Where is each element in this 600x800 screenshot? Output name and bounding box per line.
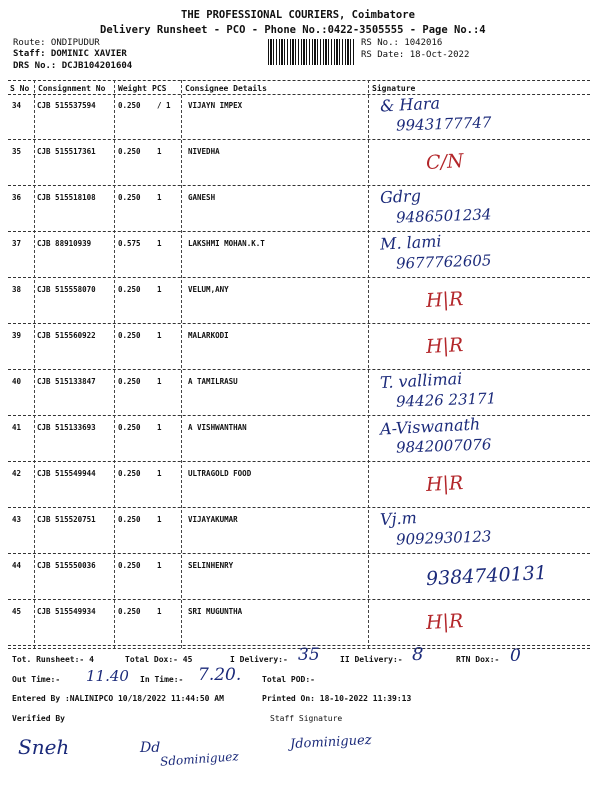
row-consignment-no: CJB 515558070 (37, 285, 96, 294)
row-rule (8, 461, 590, 462)
row-consignment-no: CJB 515537594 (37, 101, 96, 110)
table-row (8, 601, 590, 647)
rtn-label: RTN Dox:- (456, 655, 500, 664)
row-sno: 40 (12, 377, 22, 386)
row-weight: 0.250 (118, 515, 141, 524)
route-label: Route: ONDIPUDUR (13, 38, 100, 48)
row-consignee: VELUM,ANY (188, 285, 229, 294)
row-consignment-no: CJB 515560922 (37, 331, 96, 340)
staff-signature-initials: Dd (140, 740, 161, 756)
row-pcs: 1 (157, 377, 162, 386)
row-sno: 42 (12, 469, 22, 478)
row-weight: 0.250 (118, 377, 141, 386)
row-sno: 34 (12, 101, 22, 110)
row-signature: M. lami (379, 231, 442, 254)
row-consignee: VIJAYAKUMAR (188, 515, 238, 524)
row-pcs: 1 (157, 331, 162, 340)
barcode (268, 39, 356, 65)
row-rule (8, 185, 590, 186)
row-consignee: SRI MUGUNTHA (188, 607, 243, 616)
row-signature-phone: 94426 23171 (395, 389, 497, 411)
row-signature: H|R (425, 472, 464, 496)
row-rule (8, 139, 590, 140)
staff-signature-2: Jdominiguez (289, 732, 372, 753)
row-signature-phone: 9486501234 (395, 205, 492, 227)
row-sno: 36 (12, 193, 22, 202)
row-weight: 0.250 (118, 285, 141, 294)
row-pcs: 1 (157, 423, 162, 432)
row-signature: T. vallimai (379, 368, 463, 393)
row-pcs: 1 (157, 607, 162, 616)
row-rule (8, 277, 590, 278)
row-consignee: SELINHENRY (188, 561, 234, 570)
col-signature: Signature (372, 84, 416, 93)
rs-date: RS Date: 18-Oct-2022 (361, 50, 470, 60)
col-weight: Weight (118, 84, 147, 93)
table-row (8, 463, 590, 509)
col-pcs: PCS (152, 84, 167, 93)
row-pcs: 1 (157, 147, 162, 156)
row-rule (8, 323, 590, 324)
ii-delivery-value: 8 (412, 644, 424, 665)
row-rule (8, 507, 590, 508)
row-pcs: 1 (157, 285, 162, 294)
row-consignment-no: CJB 515133847 (37, 377, 96, 386)
row-consignment-no: CJB 515550036 (37, 561, 96, 570)
row-signature: C/N (425, 150, 465, 174)
row-signature-phone: 9943177747 (395, 113, 492, 135)
row-weight: 0.250 (118, 147, 141, 156)
row-consignment-no: CJB 515520751 (37, 515, 96, 524)
staff-label: Staff: DOMINIC XAVIER (13, 49, 127, 59)
row-sno: 37 (12, 239, 22, 248)
row-consignee: ULTRAGOLD FOOD (188, 469, 252, 478)
row-weight: 0.250 (118, 423, 141, 432)
row-pcs: 1 (157, 515, 162, 524)
total-dox: Total Dox:- 45 (125, 655, 193, 664)
row-weight: 0.250 (118, 469, 141, 478)
verified-signature: Sneh (18, 735, 70, 759)
row-consignee: A VISHWANTHAN (188, 423, 247, 432)
row-consignee: A TAMILRASU (188, 377, 238, 386)
row-consignee: NIVEDHA (188, 147, 220, 156)
in-time-label: In Time:- (140, 675, 184, 684)
out-time-label: Out Time:- (12, 675, 61, 684)
row-sno: 45 (12, 607, 22, 616)
table-row (8, 141, 590, 187)
table-row (8, 414, 590, 463)
row-consignment-no: CJB 515517361 (37, 147, 96, 156)
row-signature-phone: 9842007076 (395, 435, 492, 457)
row-consignee: LAKSHMI MOHAN.K.T (188, 239, 265, 248)
row-sno: 44 (12, 561, 22, 570)
i-delivery-value: 35 (298, 645, 320, 665)
row-rule (8, 415, 590, 416)
row-consignee: GANESH (188, 193, 216, 202)
verified-by-label: Verified By (12, 714, 65, 723)
staff-signature-label: Staff Signature (270, 714, 343, 723)
row-signature: H|R (425, 610, 464, 634)
row-consignment-no: CJB 515549944 (37, 469, 96, 478)
row-signature: A-Viswanath (379, 414, 481, 439)
entered-by: Entered By :NALINIPCO 10/18/2022 11:44:50 AM (12, 694, 224, 703)
table-row (8, 368, 590, 417)
row-consignee: MALARKODI (188, 331, 229, 340)
row-signature-phone: 9677762605 (395, 251, 492, 273)
row-signature: H|R (425, 288, 464, 312)
row-consignment-no: CJB 515549934 (37, 607, 96, 616)
col-sno: S No (10, 84, 30, 93)
table-row (8, 95, 590, 141)
company-title: THE PROFESSIONAL COURIERS, Coimbatore (181, 9, 415, 21)
table-row (8, 509, 590, 555)
row-pcs: 1 (157, 469, 162, 478)
table-row (8, 233, 590, 279)
row-pcs: 1 (157, 239, 162, 248)
col-consignee: Consignee Details (185, 84, 267, 93)
table-row (8, 555, 590, 601)
row-sno: 41 (12, 423, 22, 432)
row-sno: 43 (12, 515, 22, 524)
col-consignment: Consignment No (38, 84, 106, 93)
row-weight: 0.250 (118, 607, 141, 616)
row-consignment-no: CJB 515518108 (37, 193, 96, 202)
table-row (8, 187, 590, 233)
in-time-value: 7.20. (198, 665, 242, 685)
runsheet-subtitle: Delivery Runsheet - PCO - Phone No.:0422-3505555 - Page No.:4 (100, 24, 486, 36)
table-top-rule (8, 80, 590, 81)
row-consignee: VIJAYN IMPEX (188, 101, 243, 110)
printed-on: Printed On: 18-10-2022 11:39:13 (262, 694, 412, 703)
row-weight: 0.250 (118, 561, 141, 570)
row-pcs: / 1 (157, 101, 171, 110)
drs-number: DRS No.: DCJB104201604 (13, 61, 133, 71)
rs-number: RS No.: 1042016 (361, 38, 443, 48)
total-runsheet: Tot. Runsheet:- 4 (12, 655, 94, 664)
row-rule (8, 599, 590, 600)
row-signature-phone: 9092930123 (395, 527, 492, 549)
row-signature: 9384740131 (425, 561, 548, 591)
row-sno: 39 (12, 331, 22, 340)
row-sno: 35 (12, 147, 22, 156)
row-weight: 0.575 (118, 239, 141, 248)
row-rule (8, 231, 590, 232)
row-signature: Vj.m (379, 508, 418, 529)
row-signature: H|R (425, 334, 464, 358)
row-weight: 0.250 (118, 101, 141, 110)
staff-signature-1: Sdominiguez (159, 749, 240, 769)
row-signature: Gdrg (379, 185, 422, 208)
table-row (8, 325, 590, 371)
row-signature: & Hara (379, 93, 441, 116)
rtn-value: 0 (510, 646, 521, 666)
table-row (8, 279, 590, 325)
row-weight: 0.250 (118, 331, 141, 340)
row-consignment-no: CJB 88910939 (37, 239, 92, 248)
row-rule (8, 369, 590, 370)
row-sno: 38 (12, 285, 22, 294)
ii-delivery-label: II Delivery:- (340, 655, 403, 664)
row-consignment-no: CJB 515133693 (37, 423, 96, 432)
out-time-value: 11.40 (86, 667, 129, 685)
row-pcs: 1 (157, 193, 162, 202)
row-weight: 0.250 (118, 193, 141, 202)
total-pod-label: Total POD:- (262, 675, 315, 684)
row-pcs: 1 (157, 561, 162, 570)
i-delivery-label: I Delivery:- (230, 655, 288, 664)
row-rule (8, 553, 590, 554)
